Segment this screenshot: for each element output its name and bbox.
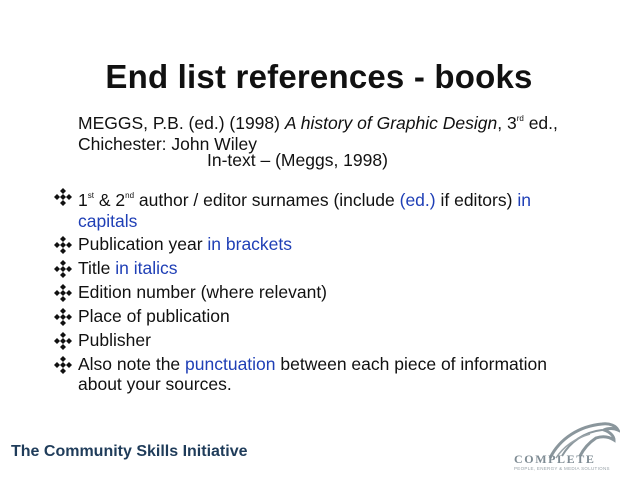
slide-title: End list references - books (105, 58, 533, 95)
bullet-text: Also note the (78, 353, 181, 374)
bullet-text: Edition number (where relevant) (78, 282, 328, 303)
reference-book-title: A history of Graphic Design (284, 113, 498, 133)
highlight-italics: in italics (115, 258, 178, 279)
bullet-text: Title (78, 258, 111, 279)
list-item (54, 234, 594, 255)
reference-edition-number: 3 (506, 113, 517, 133)
list-item (54, 282, 594, 303)
ordinal-1: 1 (78, 190, 88, 210)
bullet-text: Publication year (78, 234, 203, 255)
reference-edition-suffix: rd (516, 114, 524, 123)
diamond-bullet-icon (54, 308, 72, 326)
diamond-bullet-icon (54, 284, 72, 302)
footer-organisation: The Community Skills Initiative (11, 443, 248, 460)
highlight-capitals: in capitals (78, 190, 531, 231)
logo-wordmark: COMPLETE (514, 452, 596, 466)
highlight-ed: (ed.) (399, 190, 436, 210)
list-item (54, 330, 594, 351)
bullet-text: Publisher (78, 329, 151, 350)
bullet-text: between each piece of information about your sources. (78, 353, 547, 395)
bullet-text: Place of publication (78, 306, 230, 327)
diamond-bullet-icon (54, 260, 72, 278)
list-item (54, 306, 594, 327)
logo-tagline: PEOPLE, ENERGY & MEDIA SOLUTIONS (514, 466, 610, 471)
diamond-bullet-icon (54, 332, 72, 350)
bullet-text: if editors) (440, 190, 513, 210)
highlight-punctuation: punctuation (185, 353, 276, 374)
diamond-bullet-icon (54, 356, 72, 374)
reference-author: MEGGS, P.B. (ed.) (1998) (78, 113, 280, 133)
ordinal-2-suffix: nd (125, 191, 135, 200)
diamond-bullet-icon (54, 236, 72, 254)
highlight-brackets: in brackets (207, 234, 293, 255)
reference-edition-publisher: ed., Chichester: John Wiley (78, 113, 558, 154)
ordinal-1-suffix: st (87, 191, 94, 200)
reference-example: MEGGS, P.B. (ed.) (1998) A history of Graphic Design, 3rd ed., Chichester: John Wiley (78, 113, 558, 154)
in-text-citation: In-text – (Meggs, 1998) (207, 150, 388, 170)
list-item (54, 354, 594, 395)
ordinal-2: 2 (115, 190, 126, 210)
list-item (54, 186, 594, 231)
bullet-text: author / editor surnames (include (138, 190, 395, 210)
bullet-list (54, 186, 594, 398)
list-item (54, 258, 594, 279)
diamond-bullet-icon (54, 188, 72, 206)
ampersand: & (98, 190, 111, 210)
